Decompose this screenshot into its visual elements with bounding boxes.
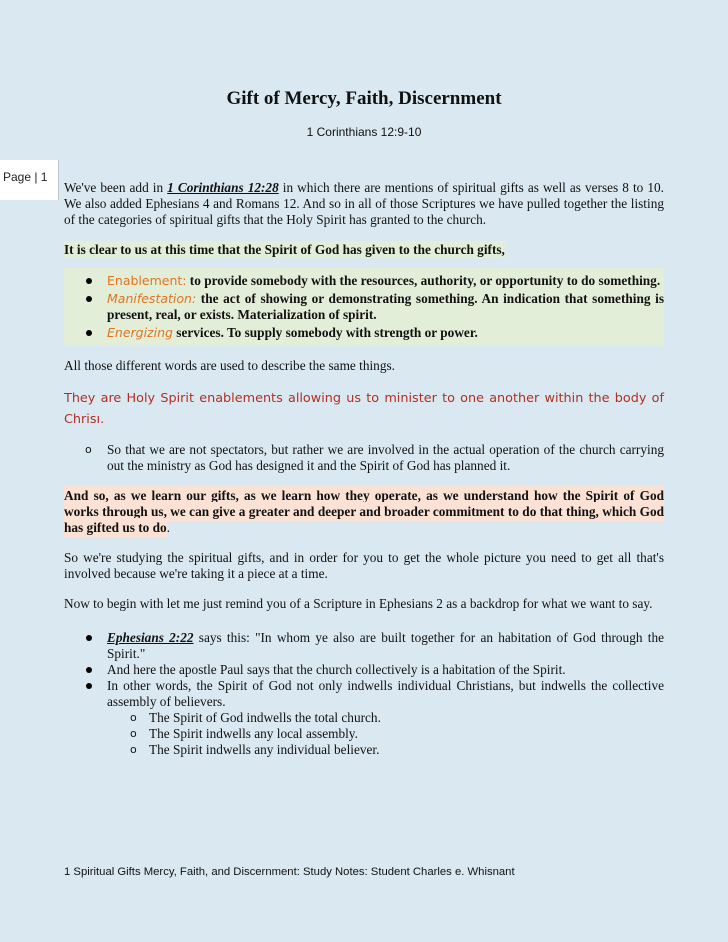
ephesians-text: says this: "In whom ye also are built together for an habitation of God through the Spirit."	[107, 630, 664, 661]
bullet-icon	[86, 278, 92, 284]
circle-bullet-icon: o	[85, 443, 92, 456]
list-item	[64, 273, 664, 289]
sub-item-text: The Spirit indwells any local assembly.	[149, 726, 358, 741]
term-text: services. To supply somebody with strength or power.	[172, 325, 478, 340]
term-label: Energizing	[107, 325, 173, 340]
spectators-text: So that we are not spectators, but rather we are involved in the actual operation of the church carrying out the ministry as God has designed it and the Spirit of God has planned it.	[107, 442, 664, 473]
bullet-text: In other words, the Spirit of God not only indwells individual Christians, but indwells the collective assembly of believers.	[107, 678, 664, 709]
bullet-icon	[86, 296, 92, 302]
circle-bullet-icon: o	[130, 727, 137, 740]
intro-paragraph	[64, 180, 664, 228]
document-title: Gift of Mercy, Faith, Discernment	[226, 88, 502, 109]
learn-end: .	[166, 520, 171, 535]
learn-text: And so, as we learn our gifts, as we learn how they operate, as we understand how the Spirit of God works through us, we can give a greater and deeper and broader commitment to do that thing, which God has gifted us to do	[64, 488, 664, 535]
intro-pre: We've been add in	[64, 180, 168, 195]
learn-paragraph	[64, 488, 664, 536]
page-number-label: Page | 1	[3, 170, 48, 184]
begin-paragraph: Now to begin with let me just remind you of a Scripture in Ephesians 2 as a backdrop for what we want to say.	[64, 596, 653, 611]
bullet-icon	[86, 667, 92, 673]
sub-list-item	[64, 742, 664, 758]
gift-terms-list	[64, 273, 664, 341]
spectators-item	[64, 442, 664, 474]
gift-terms-box	[64, 268, 664, 346]
ephesians-list	[64, 630, 664, 758]
sub-item-text: The Spirit indwells any individual believer.	[149, 742, 380, 757]
document-body	[64, 180, 664, 758]
bullet-text: And here the apostle Paul says that the church collectively is a habitation of the Spirit.	[107, 662, 566, 677]
spirit-enablements-line: They are Holy Spirit enablements allowing us to minister to one another within the body of Chrisı.	[64, 391, 664, 427]
list-item	[64, 678, 664, 710]
circle-bullet-icon: o	[130, 711, 137, 724]
list-item	[64, 630, 664, 662]
sub-list-item	[64, 726, 664, 742]
term-label: Enablement:	[107, 273, 187, 288]
intro-post: in which there are mentions of spiritual gifts as well as verses 8 to 10. We also added Ephesians 4 and Romans 12. And so in all of those Scriptures we have pulled together the listing of the categories of spiritual gifts that the Holy Spirit has granted to the church.	[64, 180, 664, 227]
ephesians-ref: Ephesians 2:22	[107, 630, 194, 645]
studying-paragraph: So we're studying the spiritual gifts, and in order for you to get the whole picture you need to get all that's involved because we're taking it a piece at a time.	[64, 550, 664, 581]
list-item	[64, 662, 664, 678]
bullet-icon	[86, 683, 92, 689]
term-text: the act of showing or demonstrating something. An indication that something is present, real, or exists. Materialization of spirit.	[107, 291, 664, 322]
list-item	[64, 291, 664, 323]
sub-item-text: The Spirit of God indwells the total church.	[149, 710, 381, 725]
circle-bullet-icon: o	[130, 743, 137, 756]
list-item	[64, 325, 664, 341]
same-things-paragraph: All those different words are used to describe the same things.	[64, 358, 395, 373]
clear-line: It is clear to us at this time that the Spirit of God has given to the church gifts,	[64, 242, 505, 257]
document-subtitle: 1 Corinthians 12:9-10	[306, 125, 422, 139]
clear-line-paragraph	[64, 242, 664, 258]
term-label: Manifestation:	[107, 291, 197, 306]
bullet-icon	[86, 635, 92, 641]
sub-list-item	[64, 710, 664, 726]
page-number-tab	[0, 160, 59, 200]
term-text: to provide somebody with the resources, authority, or opportunity to do something.	[186, 273, 661, 288]
page-footer: 1 Spiritual Gifts Mercy, Faith, and Discernment: Study Notes: Student Charles e. Whisnant	[64, 866, 515, 878]
intro-ref: 1 Corinthians 12:28	[167, 180, 279, 195]
bullet-icon	[86, 330, 92, 336]
